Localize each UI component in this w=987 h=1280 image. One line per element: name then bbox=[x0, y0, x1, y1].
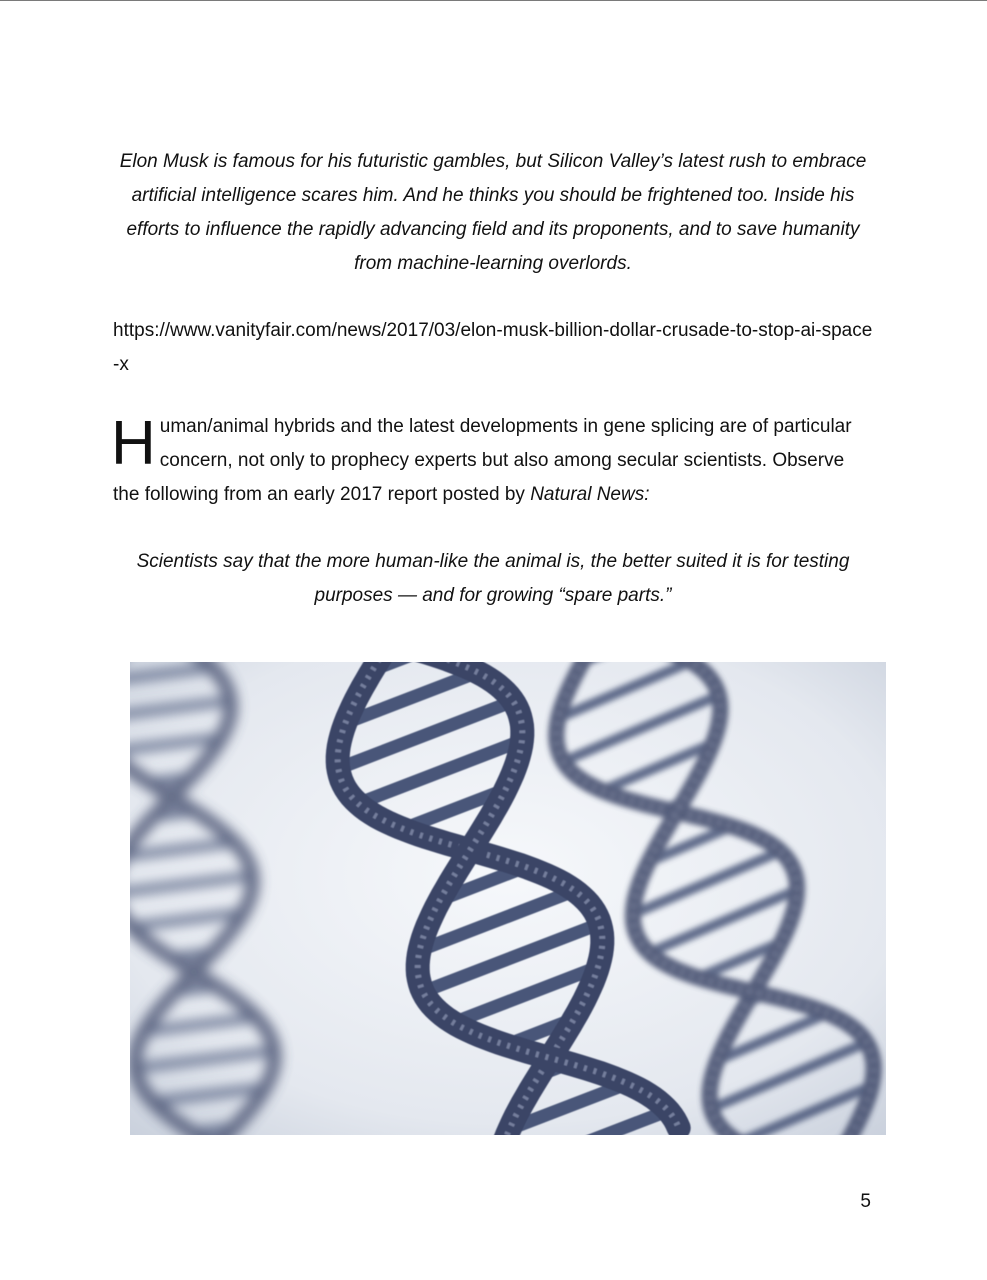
page-number: 5 bbox=[860, 1191, 871, 1212]
paragraph-text: uman/animal hybrids and the latest developments in gene splicing are of particular concern, not only to prophecy experts but also among secular scientists. Observe the following from an early 2017 report posted by bbox=[113, 416, 852, 505]
source-name: Natural News: bbox=[530, 484, 650, 505]
dna-helix-image bbox=[130, 662, 886, 1135]
scientists-quote: Scientists say that the more human-like the animal is, the better suited it is for testing purposes — and for growing “spare parts.” bbox=[136, 551, 850, 606]
body-paragraph bbox=[113, 410, 875, 512]
top-rule bbox=[0, 0, 987, 1]
source-link[interactable]: https://www.vanityfair.com/news/2017/03/elon-musk-billion-dollar-crusade-to-stop-ai-space-x bbox=[113, 320, 873, 375]
intro-quote: Elon Musk is famous for his futuristic gambles, but Silicon Valley’s latest rush to embrace artificial intelligence scares him. And he thinks you should be frightened too. Inside his efforts to influence the rapidly advancing field and its proponents, and to save humanity from machine-learning overlords. bbox=[119, 151, 867, 274]
drop-cap: H bbox=[111, 409, 156, 478]
